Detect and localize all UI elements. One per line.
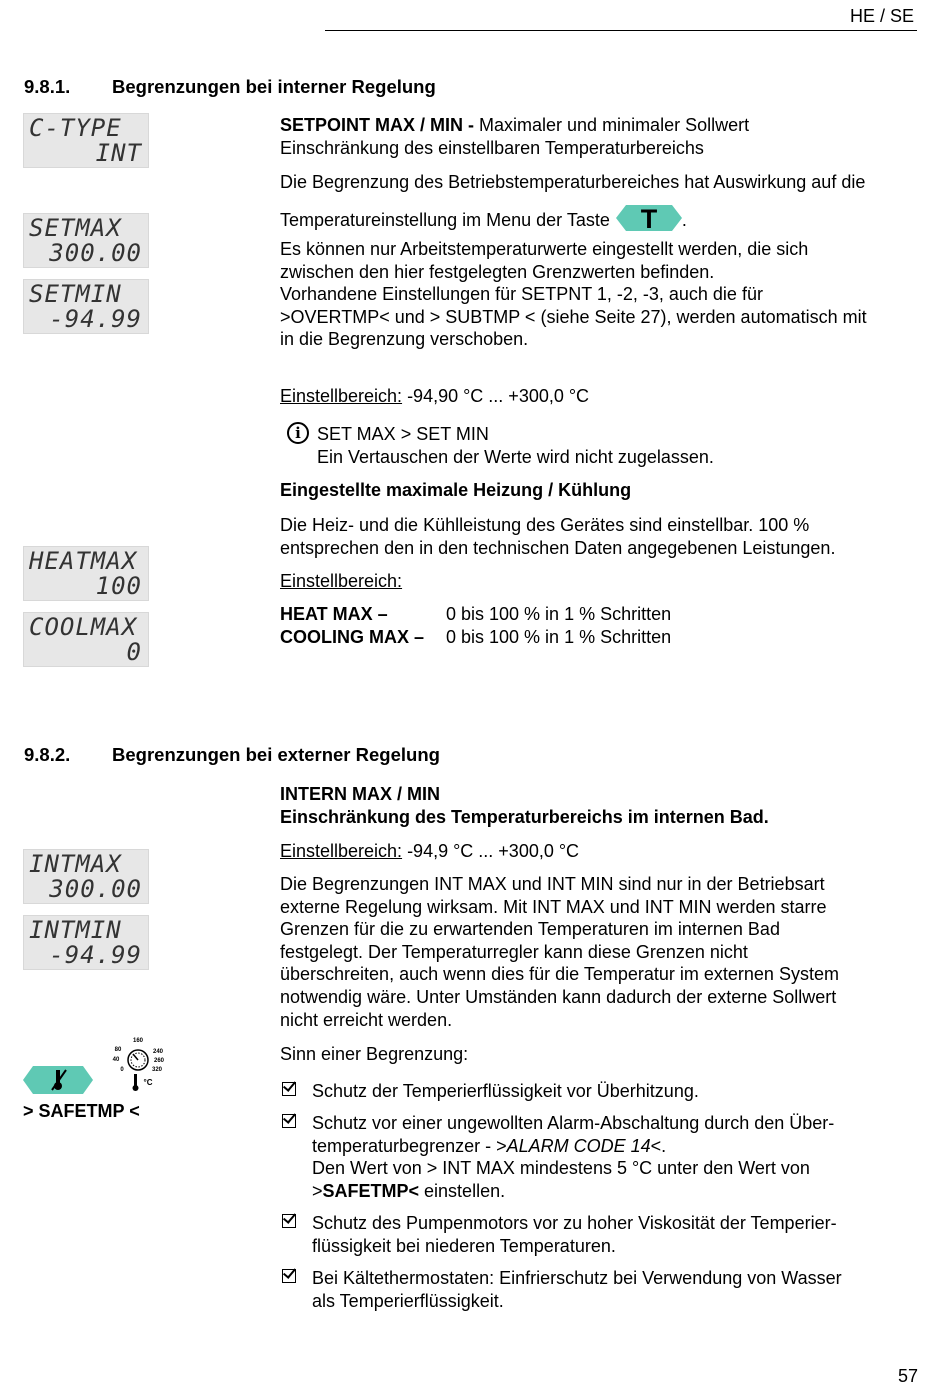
checkbox-icon [282,1114,296,1128]
info-icon: i [287,422,309,444]
checkbox-icon [282,1214,296,1228]
setting-range: Einstellbereich: -94,90 °C ... +300,0 °C [280,386,590,406]
coolmax-value: 0 bis 100 % in 1 % Schritten [446,627,672,647]
svg-text:40: 40 [112,1057,120,1063]
checkbox-icon [282,1082,296,1096]
safety-thermometer-key-icon [23,1065,93,1095]
setpoint-block: SETPOINT MAX / MIN - Maximaler und minimaler Sollwert Einschränkung des einstellbaren Temperaturbereichs [280,115,750,158]
check-item: Schutz vor einer ungewollten Alarm-Abschaltung durch den Über- temperaturbegrenzer - >ALARM CODE 14<. Den Wert von > INT MAX mindestens 5 °C unter den Wert von >SAFETMP< einstellen. [280,1112,930,1202]
purpose-label: Sinn einer Begrenzung: [280,1044,469,1064]
section-heading-981 [0,76,950,100]
svg-text:0: 0 [120,1067,124,1073]
page-number: 57 [897,1366,918,1386]
check-item: Bei Kältethermostaten: Einfrierschutz bei Verwendung von Wasser als Temperierflüssigkeit. [280,1267,930,1312]
svg-text:160: 160 [132,1038,144,1044]
intern-body: Die Begrenzungen INT MAX und INT MIN sind nur in der Betriebsart externe Regelung wirksam. Mit INT MAX und INT MIN werden starre Grenzen für die zu erwartenden Temperaturen im internen Bad festgelegt. Der Temperaturregler kann diese Grenzen nicht überschreiten, auch wenn dies für die Temperatur im externen System notwendig wäre. Unter Umständen kann dadurch der externe Sollwert nicht erreicht werden. [280,874,839,1030]
check-item: Schutz des Pumpenmotors vor zu hoher Viskosität der Temperier- flüssigkeit bei niederen Temperaturen. [280,1212,930,1257]
heatmax-row [280,603,930,626]
svg-text:°C: °C [143,1078,153,1087]
check-item: Schutz der Temperierflüssigkeit vor Überhitzung. [280,1080,930,1103]
coolmax-row [280,626,930,649]
heatmax-value: 0 bis 100 % in 1 % Schritten [446,604,672,624]
lcd-display-ctype: C-TYPE INT [23,113,149,168]
svg-text:240: 240 [152,1049,164,1055]
para-range-effect: Die Begrenzung des Betriebstemperaturbereiches hat Auswirkung auf die [280,172,866,192]
lcd-display-intmax: INTMAX 300.00 [23,849,149,904]
svg-text:320: 320 [151,1067,163,1073]
section-heading-982 [0,744,950,768]
svg-text:T: T [640,204,658,232]
safetmp-label: > SAFETMP < [23,1101,140,1121]
svg-text:80: 80 [114,1047,122,1053]
coolmax-label: COOLING MAX – [280,627,425,647]
temperature-dial-icon [108,1034,164,1094]
section-title: Begrenzungen bei interner Regelung [112,76,436,97]
setpoint-heading: SETPOINT MAX / MIN - [280,115,475,135]
lcd-display-coolmax: COOLMAX 0 [23,612,149,667]
heatmax-label: HEAT MAX – [280,604,388,624]
section-title: Begrenzungen bei externer Regelung [112,744,440,765]
note-block: SET MAX > SET MIN Ein Vertauschen der Werte wird nicht zugelassen. [317,424,714,467]
t-key-icon [616,204,682,232]
intern-heading: INTERN MAX / MIN Einschränkung des Temperaturbereichs im internen Bad. [280,784,769,827]
heat-cool-text: Die Heiz- und die Kühlleistung des Gerätes sind einstellbar. 100 % entsprechen den in den technischen Daten angegebenen Leistungen. [280,515,836,558]
svg-text:260: 260 [153,1058,164,1064]
lcd-display-intmin: INTMIN -94.99 [23,915,149,970]
lcd-display-setmax: SETMAX 300.00 [23,213,149,268]
setting-range-2: Einstellbereich: -94,9 °C ... +300,0 °C [280,841,580,861]
section-number: 9.8.1. [24,76,71,97]
header-rule [325,30,917,31]
heat-cool-heading: Eingestellte maximale Heizung / Kühlung [280,480,632,500]
lcd-display-setmin: SETMIN -94.99 [23,279,149,334]
heat-range-label: Einstellbereich: [280,571,403,591]
section-number: 9.8.2. [24,744,71,765]
para-taste: Temperatureinstellung im Menu der Taste T . [280,204,687,232]
header-label: HE / SE [849,6,914,26]
lcd-display-heatmax: HEATMAX 100 [23,546,149,601]
checkbox-icon [282,1269,296,1283]
para-working-temps: Es können nur Arbeitstemperaturwerte eingestellt werden, die sich zwischen den hier festgelegten Grenzwerten befinden. Vorhandene Einstellungen für SETPNT 1, -2, -3, auch die für >OVERTMP< und > SUBTMP < (siehe Seite 27), werden automatisch mit in die Begrenzung verschoben. [280,239,867,350]
